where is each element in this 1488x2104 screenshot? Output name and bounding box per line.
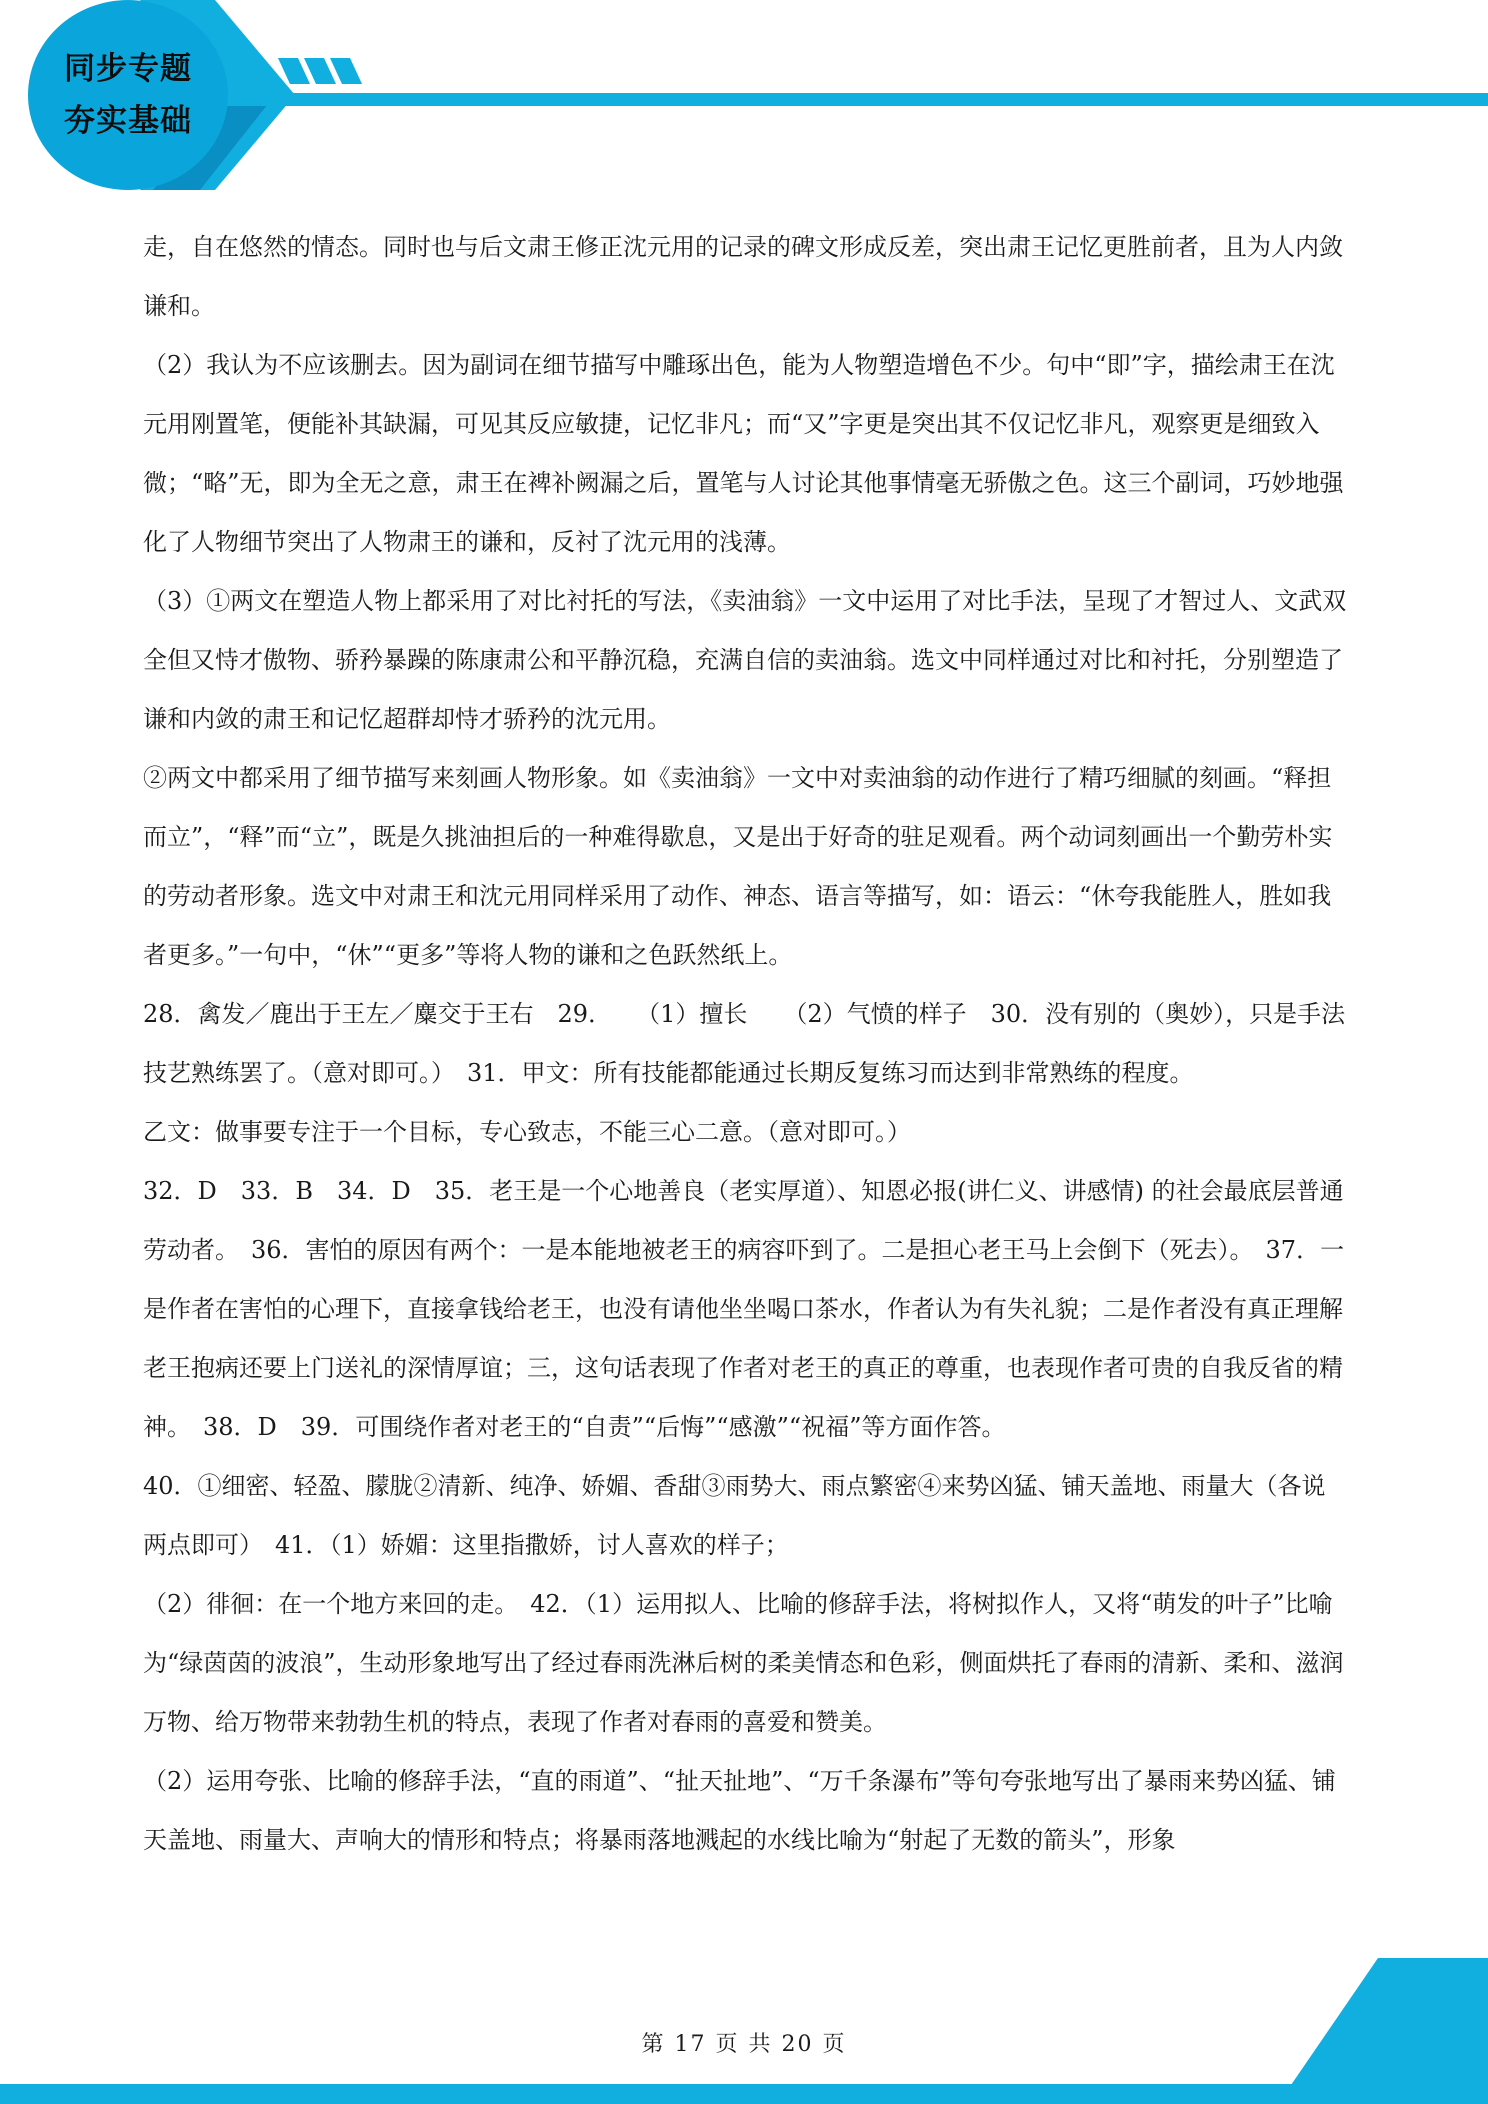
paragraph: （2）徘徊：在一个地方来回的走。 42．（1）运用拟人、比喻的修辞手法，将树拟作人，又将“萌发的叶子”比喻为“绿茵茵的波浪”，生动形象地写出了经过春雨洗淋后树的柔美情态和色彩，侧面烘托了春雨的清新、柔和、滋润万物、给万物带来勃勃生机的特点，表现了作者对春雨的喜爱和赞美。 — [143, 1590, 1344, 1736]
answer-content — [143, 218, 1348, 1870]
footer-bar — [0, 2084, 1488, 2104]
paragraph: ②两文中都采用了细节描写来刻画人物形象。如《卖油翁》一文中对卖油翁的动作进行了精巧细腻的刻画。“释担而立”，“释”而“立”，既是久挑油担后的一种难得歇息，又是出于好奇的驻足观看。两个动词刻画出一个勤劳朴实的劳动者形象。选文中对肃王和沈元用同样采用了动作、神态、语言等描写，如：语云：“休夸我能胜人，胜如我者更多。”一句中，“休”“更多”等将人物的谦和之色跃然纸上。 — [143, 764, 1333, 969]
paragraph: 走，自在悠然的情态。同时也与后文肃王修正沈元用的记录的碑文形成反差，突出肃王记忆更胜前者，且为人内敛谦和。 — [143, 233, 1343, 320]
paragraph: 乙文：做事要专注于一个目标，专心致志，不能三心二意。（意对即可。） — [143, 1118, 911, 1146]
page-number: 第 17 页 共 20 页 — [641, 2032, 847, 2057]
section-badge — [28, 0, 228, 190]
paragraph: 32．D 33．B 34．D 35．老王是一个心地善良（老实厚道）、知恩必报(讲仁义、讲感情) 的社会最底层普通劳动者。 36．害怕的原因有两个：一是本能地被老王的病容吓到了。二是担心老王马上会倒下（死去）。 37．一是作者在害怕的心理下，直接拿钱给老王，也没有请他坐坐喝口茶水，作者认为有失礼貌；二是作者没有真正理解老王抱病还要上门送礼的深情厚谊；三，这句话表现了作者对老王的真正的尊重，也表现作者可贵的自我反省的精神。 38．D 39．可围绕作者对老王的“自责”“后悔”“感激”“祝福”等方面作答。 — [143, 1177, 1345, 1441]
paragraph: （3）①两文在塑造人物上都采用了对比衬托的写法，《卖油翁》一文中运用了对比手法，呈现了才智过人、文武双全但又恃才傲物、骄矜暴躁的陈康肃公和平静沉稳，充满自信的卖油翁。选文中同样通过对比和衬托，分别塑造了谦和内敛的肃王和记忆超群却恃才骄矜的沈元用。 — [143, 587, 1347, 733]
paragraph: （2）运用夸张、比喻的修辞手法，“直的雨道”、“扯天扯地”、“万千条瀑布”等句夸张地写出了暴雨来势凶猛、铺天盖地、雨量大、声响大的情形和特点；将暴雨落地溅起的水线比喻为“射起了无数的箭头”，形象 — [143, 1767, 1336, 1854]
paragraph: 28．禽发／鹿出于王左／麋交于王右 29． （1）擅长 （2）气愤的样子 30．没有别的（奥妙），只是手法技艺熟练罢了。（意对即可。） 31．甲文：所有技能都能通过长期反复练习而达到非常熟练的程度。 — [143, 1000, 1346, 1087]
header-bar — [200, 93, 1488, 106]
badge-title: 同步专题 — [64, 51, 192, 87]
badge-subtitle: 夯实基础 — [64, 103, 192, 139]
paragraph: （2）我认为不应该删去。因为副词在细节描写中雕琢出色，能为人物塑造增色不少。句中“即”字，描绘肃王在沈元用刚置笔，便能补其缺漏，可见其反应敏捷，记忆非凡；而“又”字更是突出其不仅记忆非凡，观察更是细致入微；“略”无，即为全无之意，肃王在裨补阙漏之后，置笔与人讨论其他事情毫无骄傲之色。这三个副词，巧妙地强化了人物细节突出了人物肃王的谦和，反衬了沈元用的浅薄。 — [143, 351, 1344, 556]
paragraph: 40．①细密、轻盈、朦胧②清新、纯净、娇媚、香甜③雨势大、雨点繁密④来势凶猛、铺天盖地、雨量大（各说两点即可） 41．（1）娇媚：这里指撒娇，讨人喜欢的样子； — [143, 1472, 1326, 1559]
